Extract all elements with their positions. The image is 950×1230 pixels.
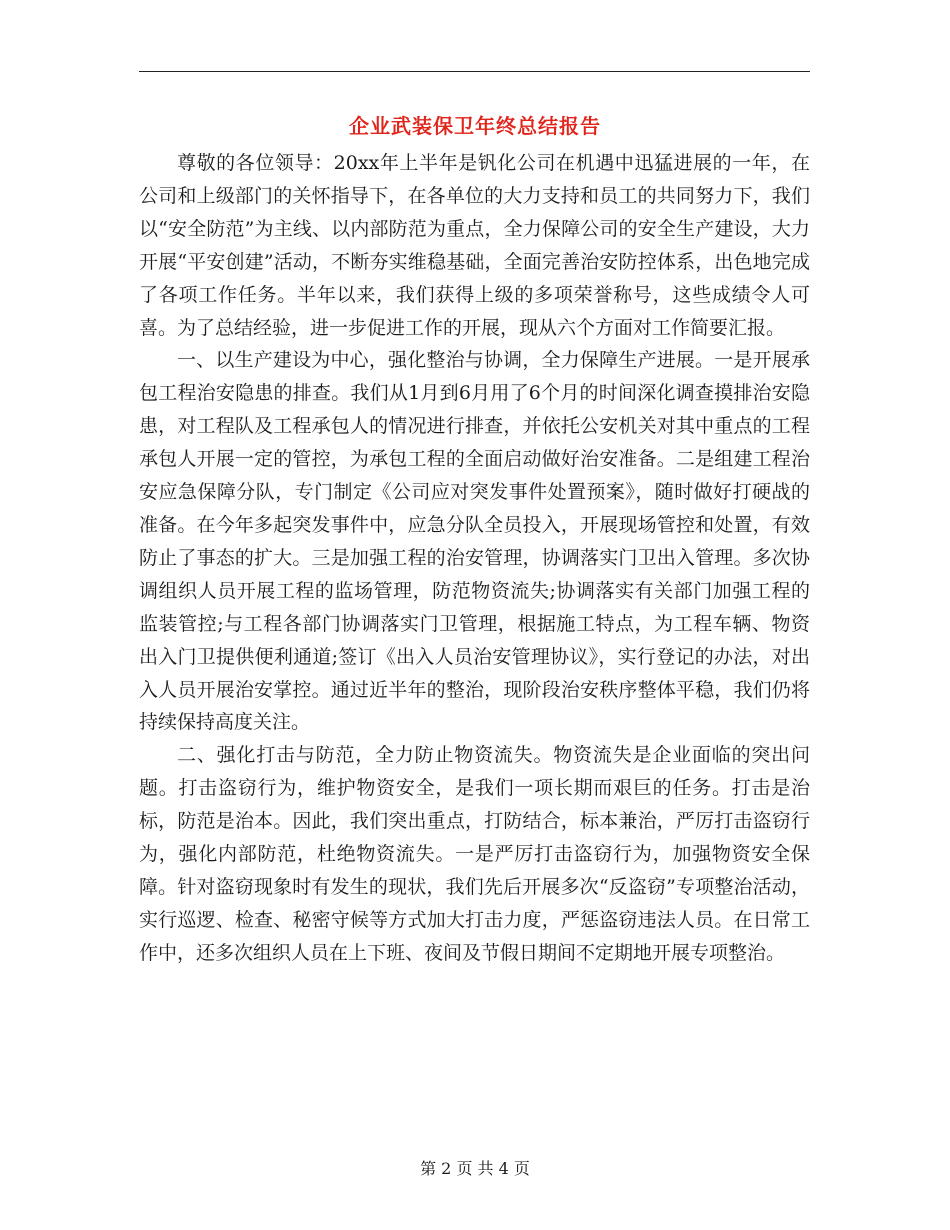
paragraph-intro: 尊敬的各位领导：20xx年上半年是钒化公司在机遇中迅猛进展的一年，在公司和上级部门的关怀指导下，在各单位的大力支持和员工的共同努力下，我们以“安全防范”为主线、以内部防范为重点，全力保障公司的安全生产建设，大力开展“平安创建”活动，不断夯实维稳基础，全面完善治安防控体系，出色地完成了各项工作任务。半年以来，我们获得上级的多项荣誉称号，这些成绩令人可喜。为了总结经验，进一步促进工作的开展，现从六个方面对工作简要汇报。 bbox=[139, 152, 810, 339]
paragraph-section-one: 一、以生产建设为中心，强化整治与协调，全力保障生产进展。一是开展承包工程治安隐患的排查。我们从1月到6月用了6个月的时间深化调查摸排治安隐患，对工程队及工程承包人的情况进行排查，并依托公安机关对其中重点的工程承包人开展一定的管控，为承包工程的全面启动做好治安准备。二是组建工程治安应急保障分队，专门制定《公司应对突发事件处置预案》，随时做好打硬战的准备。在今年多起突发事件中，应急分队全员投入，开展现场管控和处置，有效防止了事态的扩大。三是加强工程的治安管理，协调落实门卫出入管理。多次协调组织人员开展工程的监场管理，防范物资流失;协调落实有关部门加强工程的监装管控;与工程各部门协调落实门卫管理，根据施工特点，为工程车辆、物资出入门卫提供便利通道;签订《出入人员治安管理协议》，实行登记的办法，对出入人员开展治安掌控。通过近半年的整治，现阶段治安秩序整体平稳，我们仍将持续保持高度关注。 bbox=[139, 349, 810, 734]
document-title: 企业武装保卫年终总结报告 bbox=[349, 114, 601, 138]
header-rule bbox=[139, 71, 810, 72]
document-body bbox=[139, 147, 810, 970]
paragraph-section-two: 二、强化打击与防范，全力防止物资流失。物资流失是企业面临的突出问题。打击盗窃行为，维护物资安全，是我们一项长期而艰巨的任务。打击是治标，防范是治本。因此，我们突出重点，打防结合，标本兼治，严厉打击盗窃行为，强化内部防范，杜绝物资流失。一是严厉打击盗窃行为，加强物资安全保障。针对盗窃现象时有发生的现状，我们先后开展多次“反盗窃”专项整治活动，实行巡逻、检查、秘密守候等方式加大打击力度，严惩盗窃违法人员。在日常工作中，还多次组织人员在上下班、夜间及节假日期间不定期地开展专项整治。 bbox=[139, 744, 810, 964]
page-footer: 第 2 页 共 4 页 bbox=[420, 1159, 530, 1178]
